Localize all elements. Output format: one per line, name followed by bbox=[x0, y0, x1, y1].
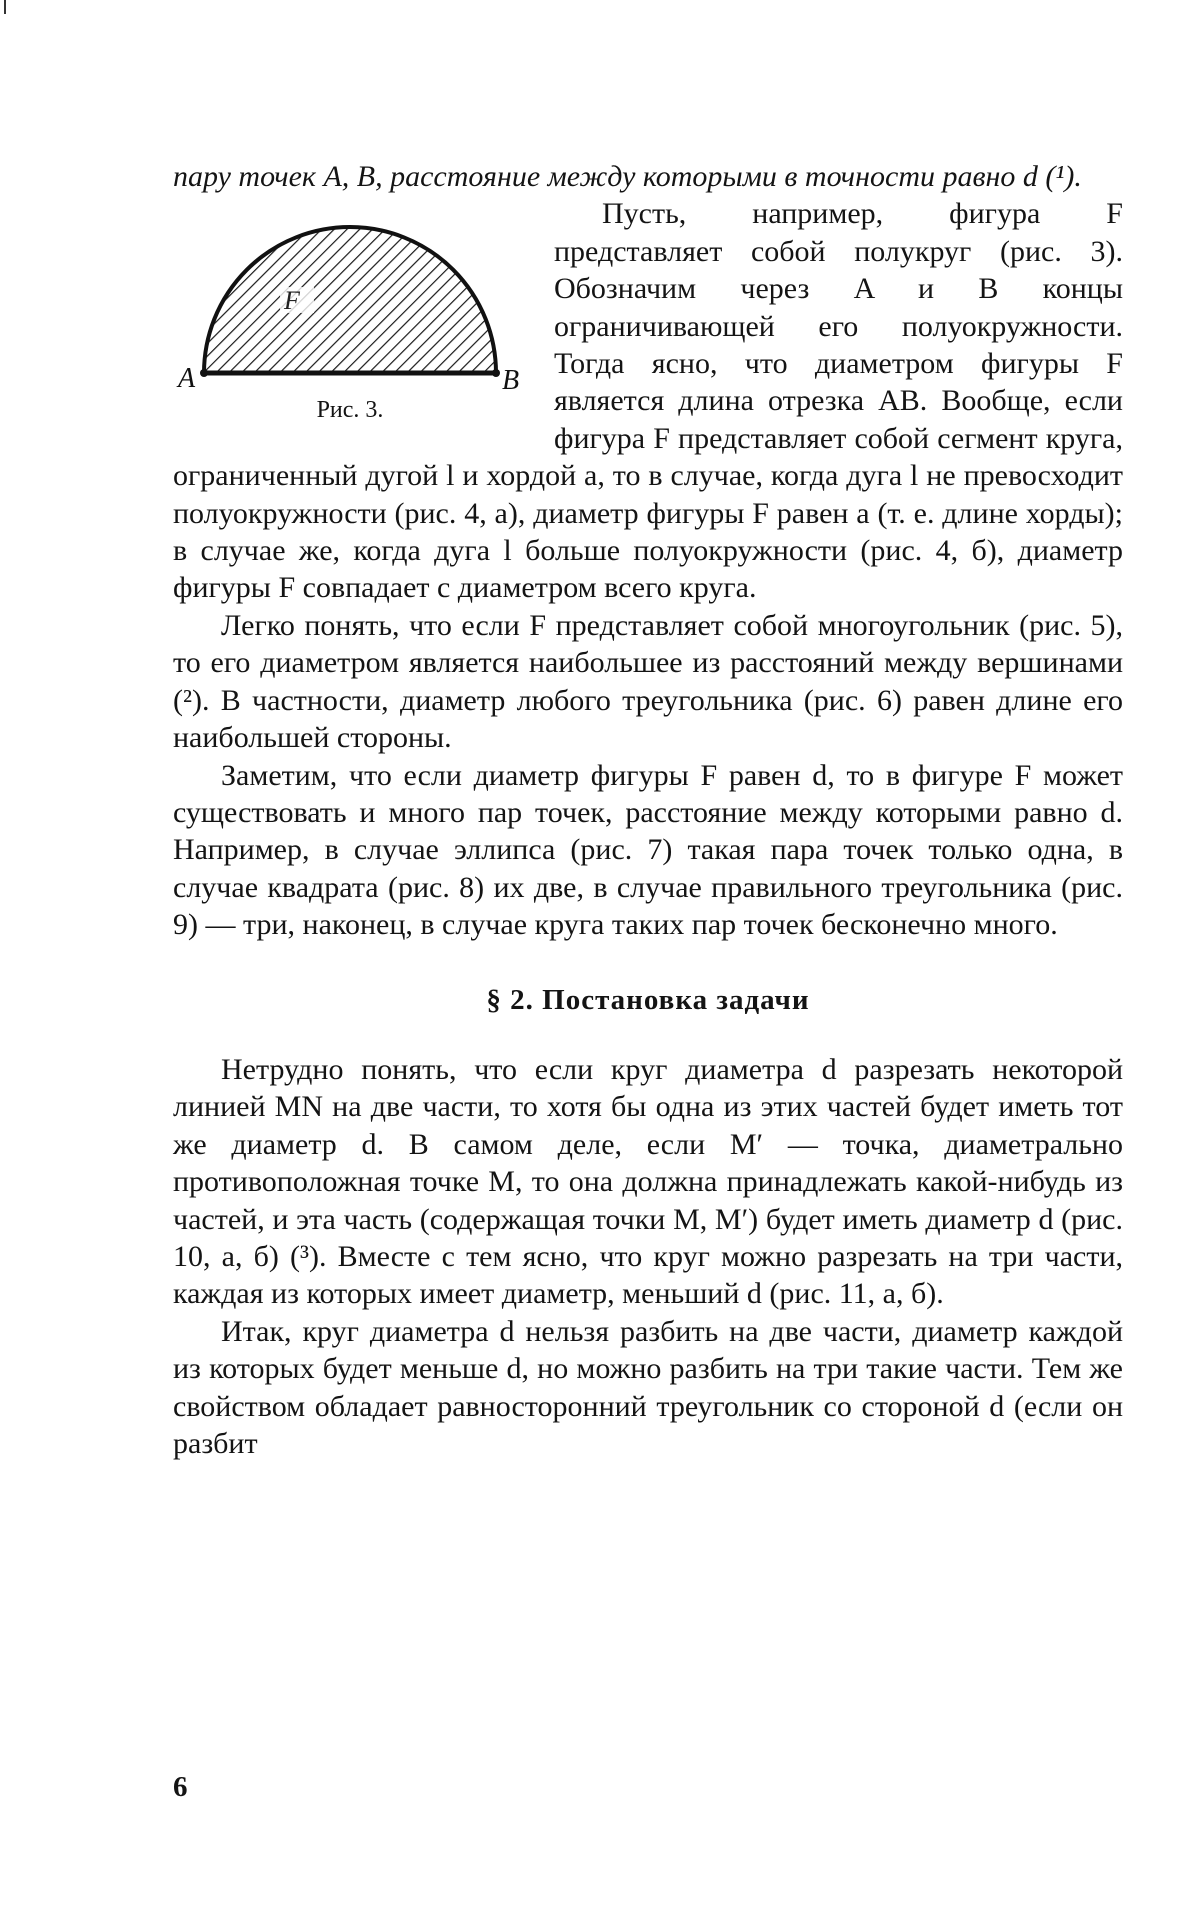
figure-3 bbox=[164, 195, 536, 427]
paragraph: Легко понять, что если F представляет собой многоугольник (рис. 5), то его диаметром является наибольшее из расстояний между вершинами (²). В частности, диаметр любого треугольника (рис. 6) равен длине его наибольшей стороны. bbox=[173, 608, 1123, 755]
scan-edge-mark bbox=[4, 0, 6, 14]
paragraph: Итак, круг диаметра d нельзя разбить на две части, диаметр каждой из которых будет меньше d, но можно разбить на три такие части. Тем же свойством обладает равносторонний треугольник со стороной d (если он разбит bbox=[173, 1314, 1123, 1460]
point-b bbox=[492, 369, 500, 377]
label-b: B bbox=[502, 365, 520, 396]
paragraph: Заметим, что если диаметр фигуры F равен d, то в фигуре F может существовать и много пар точек, расстояние между которыми равно d. Например, в случае эллипса (рис. 7) такая пара точек только одна, в случае квадрата (рис. 8) их две, в случае правильного треугольника (рис. 9) — три, наконец, в случае круга таких пар точек бесконечно много. bbox=[173, 758, 1123, 942]
hatched-semicircle bbox=[204, 227, 496, 373]
figure-caption: Рис. 3. bbox=[316, 397, 384, 424]
point-a bbox=[200, 369, 208, 377]
label-f: F bbox=[284, 286, 300, 316]
paragraph: Пусть, например, фигура F представляет собой полукруг (рис. 3). Обозначим через A и B концы ограничивающей его полуокружности. Тогда ясно, что диаметром фигуры F является длина отрезка AB. Вообще, если фигура F представляет собой сегмент круга, ограниченный дугой l и хордой a, то в случае, когда дуга l не превосходит полуокружности (рис. 4, a), диаметр фигуры F равен a (т. е. длине хорды); в случае же, когда дуга l больше полуокружности (рис. 4, б), диаметр фигуры F совпадает с диаметром всего круга. bbox=[173, 197, 1123, 605]
section-heading: § 2. Постановка задачи bbox=[486, 983, 810, 1016]
paragraph: Нетрудно понять, что если круг диаметра d разрезать некоторой линией MN на две части, то хотя бы одна из этих частей будет иметь тот же диаметр d. В самом деле, если M′ — точка, диаметрально противоположная точке M, то она должна принадлежать какой-нибудь из частей, и эта часть (содержащая точки M, M′) будет иметь диаметр d (рис. 10, a, б) (³). Вместе с тем ясно, что круг можно разрезать на три части, каждая из которых имеет диаметр, меньший d (рис. 11, a, б). bbox=[173, 1052, 1123, 1311]
paragraph-continuation: пару точек A, B, расстояние между которыми в точности равно d (¹). bbox=[173, 160, 1082, 193]
label-a: A bbox=[178, 363, 196, 395]
page-body bbox=[173, 158, 1123, 1462]
page-number: 6 bbox=[173, 1771, 188, 1803]
semicircle-diagram bbox=[164, 195, 536, 395]
